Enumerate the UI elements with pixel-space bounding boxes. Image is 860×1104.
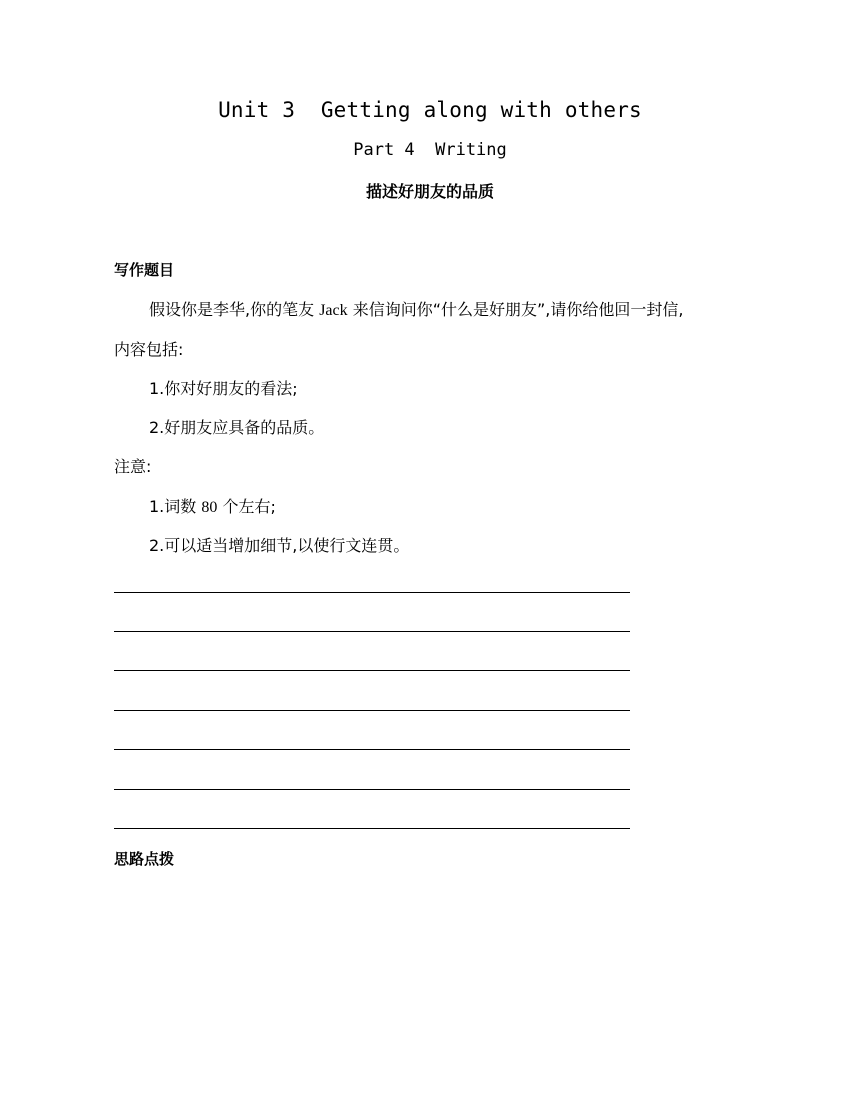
- part-subtitle: Part 4 Writing: [353, 140, 507, 160]
- task-prompt-text-a: 假设你是李华,你的笔友: [149, 300, 320, 319]
- task-label: 写作题目: [114, 261, 175, 279]
- note-item-2: 2.可以适当增加细节,以使行文连贯。: [149, 536, 410, 555]
- answer-line[interactable]: [114, 710, 630, 711]
- tips-label: 思路点拨: [114, 850, 175, 868]
- content-item-2: 2.好朋友应具备的品质。: [149, 418, 325, 437]
- answer-line[interactable]: [114, 749, 630, 750]
- unit-title: Unit 3 Getting along with others: [218, 98, 642, 122]
- answer-line[interactable]: [114, 828, 630, 829]
- task-prompt-text-b: 来信询问你“什么是好朋友”,请你给他回一封信,: [347, 300, 684, 319]
- task-prompt-line-1: [149, 297, 683, 320]
- note-item-1-text-a: 1.词数: [149, 497, 202, 516]
- task-prompt-line-2: 内容包括:: [114, 340, 184, 359]
- note-item-1: [149, 494, 276, 517]
- answer-line[interactable]: [114, 592, 630, 593]
- topic-heading: 描述好朋友的品质: [365, 182, 494, 201]
- notes-label: 注意:: [114, 457, 152, 476]
- answer-line[interactable]: [114, 631, 630, 632]
- content-item-1: 1.你对好朋友的看法;: [149, 379, 298, 398]
- note-word-count: 80: [201, 499, 218, 516]
- note-item-1-text-b: 个左右;: [217, 497, 276, 516]
- answer-line[interactable]: [114, 670, 630, 671]
- task-prompt-name: Jack: [319, 302, 348, 319]
- answer-line[interactable]: [114, 789, 630, 790]
